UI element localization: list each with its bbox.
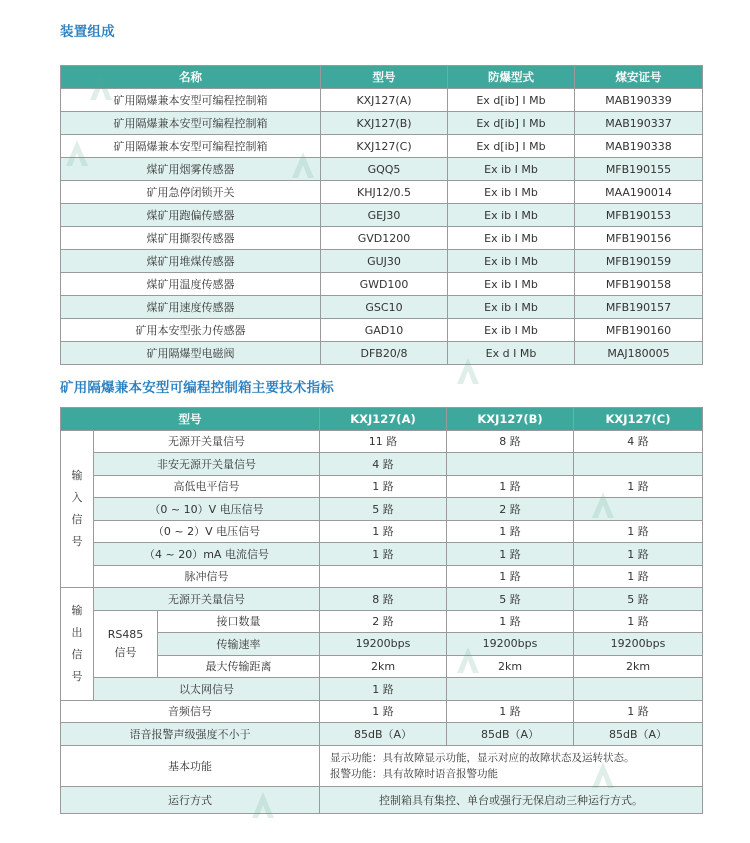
device-model: GUJ30 [321,250,448,273]
run-mode-text: 控制箱具有集控、单台或强行无保启动三种运行方式。 [320,786,703,813]
table-row [61,610,703,633]
spec-value: 1 路 [574,520,703,543]
device-model: GSC10 [321,296,448,319]
spec-value: 1 路 [574,475,703,498]
spec-value: 5 路 [320,498,447,521]
display-function-line: 显示功能：具有故障显示功能，显示对应的故障状态及运转状态。 [330,751,635,764]
spec-value: 19200bps [320,633,447,656]
spec-label: 非安无源开关量信号 [94,453,320,476]
section-title-specs: 矿用隔爆兼本安型可编程控制箱主要技术指标 [60,380,334,396]
device-certificate: MFB190157 [575,296,703,319]
spec-value: 1 路 [320,475,447,498]
rs485-group: RS485信号 [94,610,158,678]
table-row [61,453,703,476]
spec-label: 传输速率 [158,633,320,656]
header-model-label: 型号 [61,408,320,431]
spec-value: 2km [574,655,703,678]
spec-value [447,453,574,476]
device-certificate: MFB190153 [575,204,703,227]
spec-label: 高低电平信号 [94,475,320,498]
spec-value: 11 路 [320,430,447,453]
device-certificate: MFB190156 [575,227,703,250]
table-row [61,227,703,250]
table-row [61,135,703,158]
specs-header-row [61,408,703,431]
spec-value: 2 路 [320,610,447,633]
spec-value: 2km [447,655,574,678]
device-model: DFB20/8 [321,342,448,365]
table-row [61,273,703,296]
device-certificate: MAB190339 [575,89,703,112]
device-name: 煤矿用烟雾传感器 [61,158,321,181]
header-kxj-b: KXJ127(B) [447,408,574,431]
device-name: 矿用本安型张力传感器 [61,319,321,342]
spec-label: 无源开关量信号 [94,430,320,453]
spec-value: 8 路 [447,430,574,453]
device-name: 矿用隔爆型电磁阀 [61,342,321,365]
device-explosion-type: Ex d[ib] I Mb [448,89,575,112]
spec-value: 1 路 [320,543,447,566]
spec-value: 1 路 [574,700,703,723]
spec-value [447,678,574,701]
spec-label: （4 ~ 20）mA 电流信号 [94,543,320,566]
device-certificate: MFB190158 [575,273,703,296]
table-row [61,296,703,319]
spec-value: 85dB（A） [574,723,703,746]
table-row [61,565,703,588]
spec-value: 5 路 [574,588,703,611]
device-certificate: MFB190160 [575,319,703,342]
device-name: 煤矿用撕裂传感器 [61,227,321,250]
spec-value: 2km [320,655,447,678]
spec-value: 1 路 [447,610,574,633]
spec-value: 4 路 [320,453,447,476]
alarm-function-line: 报警功能：具有故障时语音报警功能 [330,767,498,780]
spec-value: 1 路 [574,543,703,566]
composition-table [60,65,703,365]
spec-value: 1 路 [574,610,703,633]
table-row [61,181,703,204]
device-certificate: MAA190014 [575,181,703,204]
spec-label: 语音报警声级强度不小于 [61,723,320,746]
composition-header-row [61,66,703,89]
spec-value: 1 路 [447,700,574,723]
spec-label: 音频信号 [61,700,320,723]
device-explosion-type: Ex d[ib] I Mb [448,135,575,158]
specs-table [60,407,703,814]
header-kxj-c: KXJ127(C) [574,408,703,431]
spec-label: （0 ~ 2）V 电压信号 [94,520,320,543]
device-model: KXJ127(B) [321,112,448,135]
spec-label: 脉冲信号 [94,565,320,588]
device-explosion-type: Ex ib I Mb [448,204,575,227]
device-model: KHJ12/0.5 [321,181,448,204]
table-row [61,498,703,521]
table-row [61,588,703,611]
device-name: 矿用隔爆兼本安型可编程控制箱 [61,135,321,158]
device-certificate: MFB190155 [575,158,703,181]
device-model: GQQ5 [321,158,448,181]
header-name: 名称 [61,66,321,89]
table-row [61,543,703,566]
device-model: KXJ127(A) [321,89,448,112]
device-explosion-type: Ex ib I Mb [448,181,575,204]
device-certificate: MFB190159 [575,250,703,273]
spec-value: 85dB（A） [320,723,447,746]
table-row [61,475,703,498]
spec-label: 运行方式 [61,786,320,813]
section-title-composition: 装置组成 [60,24,115,40]
table-row [61,633,703,656]
table-row [61,723,703,746]
spec-value: 1 路 [320,520,447,543]
output-signal-group: 输出信号 [61,588,94,701]
table-row [61,700,703,723]
spec-value: 8 路 [320,588,447,611]
spec-label: 以太网信号 [94,678,320,701]
header-kxj-a: KXJ127(A) [320,408,447,431]
spec-value: 1 路 [447,565,574,588]
spec-value: 1 路 [447,475,574,498]
table-row [61,112,703,135]
device-name: 煤矿用跑偏传感器 [61,204,321,227]
device-name: 煤矿用温度传感器 [61,273,321,296]
spec-value [574,678,703,701]
device-name: 煤矿用速度传感器 [61,296,321,319]
device-explosion-type: Ex ib I Mb [448,273,575,296]
spec-label: （0 ~ 10）V 电压信号 [94,498,320,521]
device-name: 矿用隔爆兼本安型可编程控制箱 [61,89,321,112]
spec-value: 85dB（A） [447,723,574,746]
device-model: GWD100 [321,273,448,296]
table-row [61,745,703,786]
table-row [61,786,703,813]
header-explosion-type: 防爆型式 [448,66,575,89]
spec-value [574,453,703,476]
table-row [61,430,703,453]
table-row [61,158,703,181]
spec-value [574,498,703,521]
device-name: 矿用隔爆兼本安型可编程控制箱 [61,112,321,135]
device-certificate: MAJ180005 [575,342,703,365]
spec-label: 最大传输距离 [158,655,320,678]
input-signal-group: 输入信号 [61,430,94,588]
device-model: GEJ30 [321,204,448,227]
device-explosion-type: Ex ib I Mb [448,296,575,319]
table-row [61,89,703,112]
device-name: 煤矿用堆煤传感器 [61,250,321,273]
spec-label: 接口数量 [158,610,320,633]
table-row [61,655,703,678]
spec-value: 19200bps [574,633,703,656]
spec-label: 基本功能 [61,745,320,786]
header-model: 型号 [321,66,448,89]
device-model: GVD1200 [321,227,448,250]
device-certificate: MAB190338 [575,135,703,158]
device-explosion-type: Ex ib I Mb [448,158,575,181]
device-explosion-type: Ex d[ib] I Mb [448,112,575,135]
spec-value: 1 路 [320,678,447,701]
spec-value: 1 路 [574,565,703,588]
spec-value: 2 路 [447,498,574,521]
table-row [61,342,703,365]
device-explosion-type: Ex ib I Mb [448,227,575,250]
spec-value: 19200bps [447,633,574,656]
table-row [61,678,703,701]
header-certificate: 煤安证号 [575,66,703,89]
device-model: KXJ127(C) [321,135,448,158]
device-model: GAD10 [321,319,448,342]
spec-label: 无源开关量信号 [94,588,320,611]
table-row [61,319,703,342]
device-explosion-type: Ex ib I Mb [448,319,575,342]
table-row [61,520,703,543]
spec-value: 1 路 [447,520,574,543]
device-explosion-type: Ex d I Mb [448,342,575,365]
table-row [61,250,703,273]
basic-function-text [320,745,703,786]
spec-value: 5 路 [447,588,574,611]
device-certificate: MAB190337 [575,112,703,135]
spec-value: 1 路 [320,700,447,723]
device-name: 矿用急停闭锁开关 [61,181,321,204]
device-explosion-type: Ex ib I Mb [448,250,575,273]
spec-value [320,565,447,588]
table-row [61,204,703,227]
spec-value: 1 路 [447,543,574,566]
spec-value: 4 路 [574,430,703,453]
